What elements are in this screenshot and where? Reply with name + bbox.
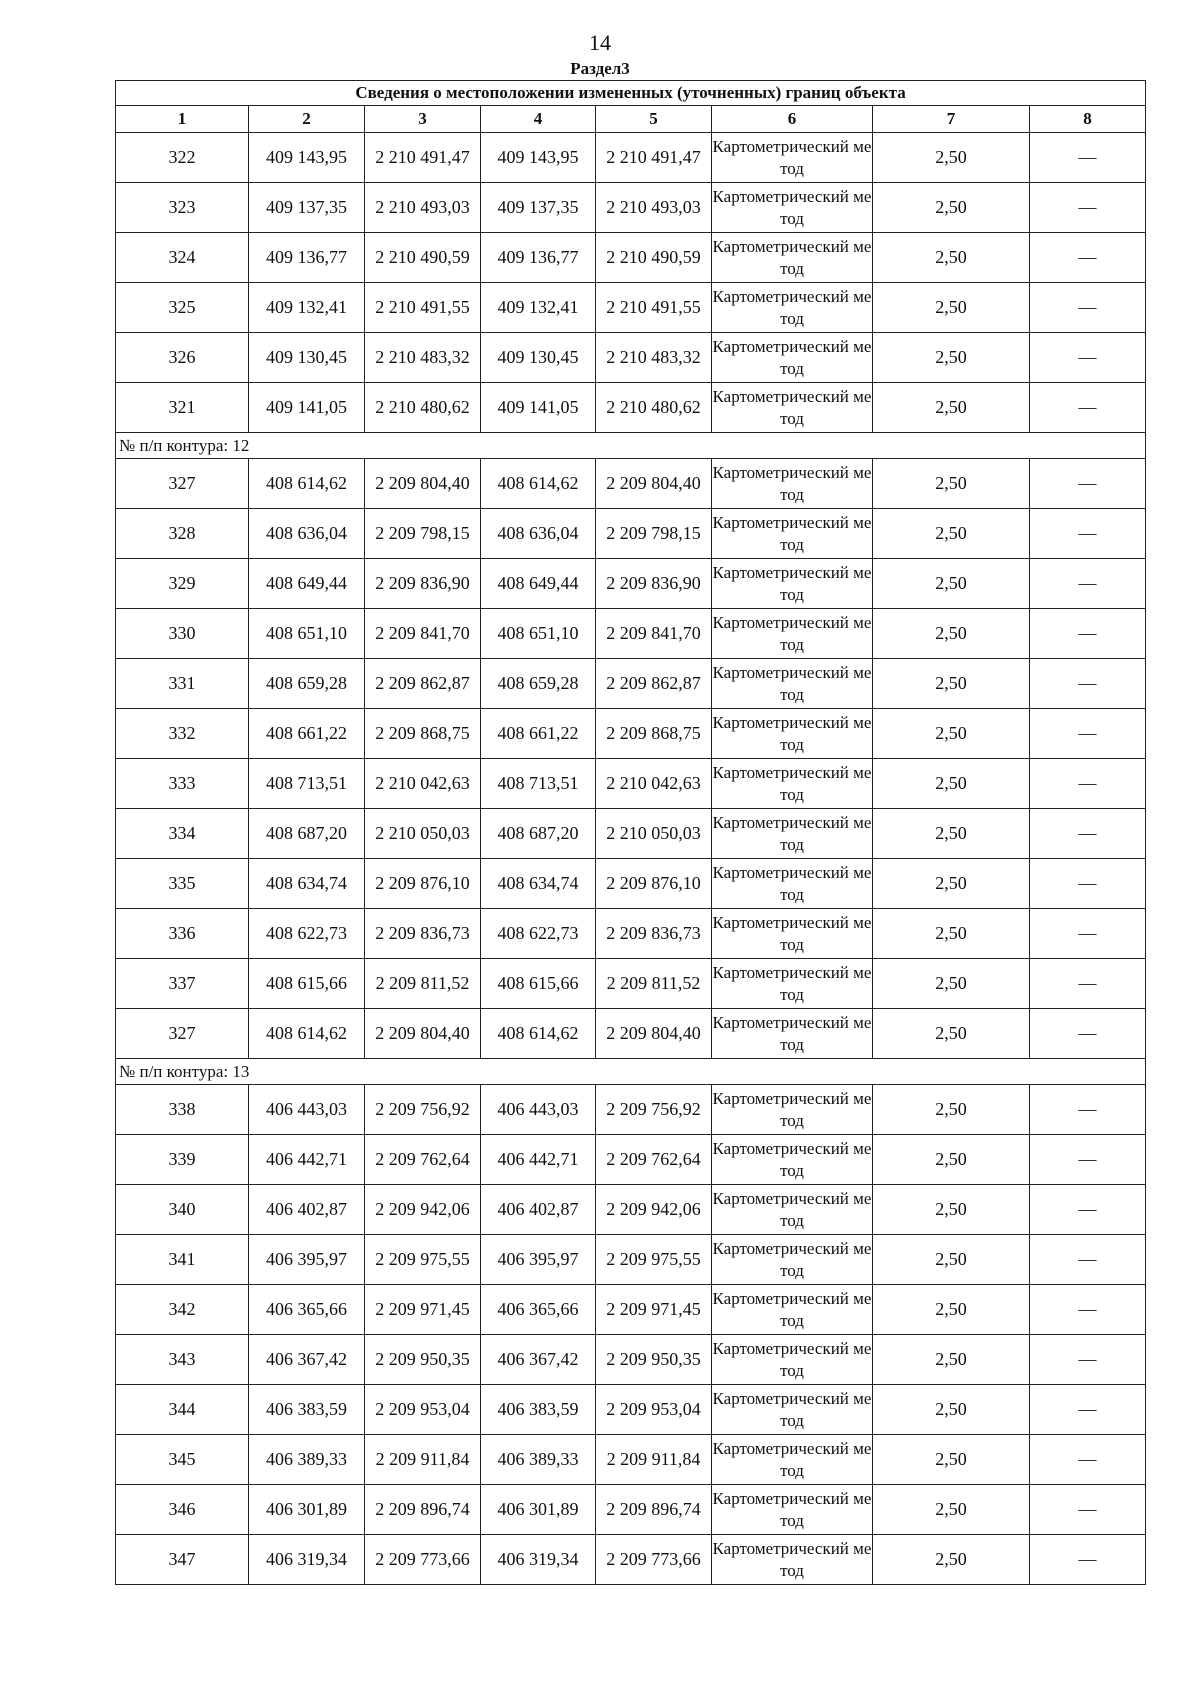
point-number-cell: 326 [116,333,249,383]
contour-row [116,1059,1146,1085]
description-cell: — [1030,1235,1146,1285]
existing-x-cell: 406 395,97 [249,1235,365,1285]
new-x-cell: 408 651,10 [481,609,596,659]
contour-row [116,433,1146,459]
existing-x-cell: 409 136,77 [249,233,365,283]
table-row [116,759,1146,809]
table-row [116,383,1146,433]
existing-y-cell: 2 209 836,73 [365,909,481,959]
new-y-cell: 2 209 868,75 [596,709,712,759]
method-cell: Картометрический метод [712,1335,873,1385]
description-cell: — [1030,233,1146,283]
description-cell: — [1030,809,1146,859]
table-caption: Сведения о местоположении измененных (уточненных) границ объекта [116,81,1146,106]
existing-x-cell: 406 319,34 [249,1535,365,1585]
new-x-cell: 408 661,22 [481,709,596,759]
precision-cell: 2,50 [873,709,1030,759]
new-y-cell: 2 209 836,73 [596,909,712,959]
new-x-cell: 406 365,66 [481,1285,596,1335]
new-y-cell: 2 210 491,47 [596,133,712,183]
new-x-cell: 406 395,97 [481,1235,596,1285]
new-y-cell: 2 209 756,92 [596,1085,712,1135]
precision-cell: 2,50 [873,559,1030,609]
new-x-cell: 409 136,77 [481,233,596,283]
method-cell: Картометрический метод [712,183,873,233]
description-cell: — [1030,609,1146,659]
description-cell: — [1030,659,1146,709]
new-y-cell: 2 209 953,04 [596,1385,712,1435]
new-x-cell: 406 367,42 [481,1335,596,1385]
precision-cell: 2,50 [873,1335,1030,1385]
method-cell: Картометрический метод [712,283,873,333]
point-number-cell: 329 [116,559,249,609]
method-cell: Картометрический метод [712,383,873,433]
existing-x-cell: 408 614,62 [249,459,365,509]
table-row [116,659,1146,709]
table-row [116,1535,1146,1585]
new-x-cell: 406 301,89 [481,1485,596,1535]
existing-x-cell: 406 383,59 [249,1385,365,1435]
description-cell: — [1030,1385,1146,1435]
point-number-cell: 347 [116,1535,249,1585]
point-number-cell: 344 [116,1385,249,1435]
new-y-cell: 2 210 490,59 [596,233,712,283]
new-y-cell: 2 209 773,66 [596,1535,712,1585]
existing-x-cell: 409 141,05 [249,383,365,433]
new-x-cell: 408 636,04 [481,509,596,559]
point-number-cell: 341 [116,1235,249,1285]
description-cell: — [1030,959,1146,1009]
table-body [116,133,1146,1585]
new-y-cell: 2 209 876,10 [596,859,712,909]
new-y-cell: 2 209 911,84 [596,1435,712,1485]
description-cell: — [1030,1435,1146,1485]
precision-cell: 2,50 [873,809,1030,859]
table-row [116,709,1146,759]
point-number-cell: 327 [116,1009,249,1059]
column-header: 4 [481,106,596,133]
description-cell: — [1030,283,1146,333]
point-number-cell: 343 [116,1335,249,1385]
existing-y-cell: 2 209 804,40 [365,1009,481,1059]
existing-x-cell: 406 367,42 [249,1335,365,1385]
method-cell: Картометрический метод [712,459,873,509]
new-x-cell: 408 614,62 [481,1009,596,1059]
precision-cell: 2,50 [873,1385,1030,1435]
new-x-cell: 406 319,34 [481,1535,596,1585]
new-x-cell: 408 634,74 [481,859,596,909]
existing-y-cell: 2 209 862,87 [365,659,481,709]
new-x-cell: 408 659,28 [481,659,596,709]
existing-y-cell: 2 209 975,55 [365,1235,481,1285]
description-cell: — [1030,559,1146,609]
new-y-cell: 2 210 493,03 [596,183,712,233]
precision-cell: 2,50 [873,233,1030,283]
table-row [116,909,1146,959]
method-cell: Картометрический метод [712,759,873,809]
page-number: 14 [589,30,611,55]
table-row [116,859,1146,909]
method-cell: Картометрический метод [712,1485,873,1535]
table-row [116,809,1146,859]
method-cell: Картометрический метод [712,709,873,759]
point-number-cell: 324 [116,233,249,283]
table-row [116,609,1146,659]
precision-cell: 2,50 [873,859,1030,909]
precision-cell: 2,50 [873,283,1030,333]
existing-x-cell: 408 651,10 [249,609,365,659]
new-x-cell: 408 713,51 [481,759,596,809]
precision-cell: 2,50 [873,383,1030,433]
precision-cell: 2,50 [873,509,1030,559]
new-x-cell: 409 143,95 [481,133,596,183]
description-cell: — [1030,333,1146,383]
precision-cell: 2,50 [873,1285,1030,1335]
table-row [116,1135,1146,1185]
existing-x-cell: 406 402,87 [249,1185,365,1235]
existing-x-cell: 409 132,41 [249,283,365,333]
new-y-cell: 2 210 042,63 [596,759,712,809]
method-cell: Картометрический метод [712,809,873,859]
existing-x-cell: 408 687,20 [249,809,365,859]
new-x-cell: 409 132,41 [481,283,596,333]
description-cell: — [1030,1135,1146,1185]
table-row [116,1235,1146,1285]
point-number-cell: 328 [116,509,249,559]
column-header: 3 [365,106,481,133]
point-number-cell: 342 [116,1285,249,1335]
table-row [116,509,1146,559]
existing-x-cell: 409 130,45 [249,333,365,383]
new-y-cell: 2 209 942,06 [596,1185,712,1235]
description-cell: — [1030,709,1146,759]
existing-y-cell: 2 209 756,92 [365,1085,481,1135]
method-cell: Картометрический метод [712,959,873,1009]
new-y-cell: 2 209 896,74 [596,1485,712,1535]
existing-y-cell: 2 209 868,75 [365,709,481,759]
method-cell: Картометрический метод [712,559,873,609]
precision-cell: 2,50 [873,659,1030,709]
point-number-cell: 335 [116,859,249,909]
method-cell: Картометрический метод [712,509,873,559]
point-number-cell: 325 [116,283,249,333]
existing-y-cell: 2 209 953,04 [365,1385,481,1435]
point-number-cell: 330 [116,609,249,659]
column-header: 1 [116,106,249,133]
existing-x-cell: 408 622,73 [249,909,365,959]
precision-cell: 2,50 [873,133,1030,183]
description-cell: — [1030,1085,1146,1135]
existing-y-cell: 2 210 490,59 [365,233,481,283]
point-number-cell: 323 [116,183,249,233]
contour-label: № п/п контура: 12 [116,433,1146,459]
precision-cell: 2,50 [873,1235,1030,1285]
new-x-cell: 408 622,73 [481,909,596,959]
new-y-cell: 2 209 975,55 [596,1235,712,1285]
description-cell: — [1030,1335,1146,1385]
new-y-cell: 2 209 971,45 [596,1285,712,1335]
precision-cell: 2,50 [873,1085,1030,1135]
method-cell: Картометрический метод [712,1235,873,1285]
existing-x-cell: 406 389,33 [249,1435,365,1485]
existing-y-cell: 2 209 798,15 [365,509,481,559]
precision-cell: 2,50 [873,459,1030,509]
new-y-cell: 2 209 762,64 [596,1135,712,1185]
point-number-cell: 333 [116,759,249,809]
table-row [116,1285,1146,1335]
new-y-cell: 2 210 480,62 [596,383,712,433]
existing-x-cell: 406 365,66 [249,1285,365,1335]
existing-y-cell: 2 209 811,52 [365,959,481,1009]
new-y-cell: 2 209 798,15 [596,509,712,559]
method-cell: Картометрический метод [712,1135,873,1185]
precision-cell: 2,50 [873,1009,1030,1059]
new-x-cell: 406 442,71 [481,1135,596,1185]
table-row [116,1485,1146,1535]
precision-cell: 2,50 [873,1185,1030,1235]
point-number-cell: 334 [116,809,249,859]
column-header: 8 [1030,106,1146,133]
new-y-cell: 2 209 804,40 [596,459,712,509]
existing-y-cell: 2 209 836,90 [365,559,481,609]
precision-cell: 2,50 [873,1535,1030,1585]
existing-x-cell: 408 661,22 [249,709,365,759]
new-y-cell: 2 209 862,87 [596,659,712,709]
column-header: 6 [712,106,873,133]
method-cell: Картометрический метод [712,1435,873,1485]
new-x-cell: 408 649,44 [481,559,596,609]
precision-cell: 2,50 [873,609,1030,659]
existing-y-cell: 2 210 491,47 [365,133,481,183]
method-cell: Картометрический метод [712,859,873,909]
description-cell: — [1030,183,1146,233]
new-y-cell: 2 210 483,32 [596,333,712,383]
new-y-cell: 2 209 841,70 [596,609,712,659]
existing-x-cell: 408 659,28 [249,659,365,709]
precision-cell: 2,50 [873,1435,1030,1485]
precision-cell: 2,50 [873,909,1030,959]
new-y-cell: 2 210 491,55 [596,283,712,333]
existing-y-cell: 2 209 950,35 [365,1335,481,1385]
existing-y-cell: 2 210 050,03 [365,809,481,859]
table-row [116,1085,1146,1135]
new-x-cell: 406 443,03 [481,1085,596,1135]
method-cell: Картометрический метод [712,659,873,709]
method-cell: Картометрический метод [712,1535,873,1585]
point-number-cell: 345 [116,1435,249,1485]
existing-x-cell: 408 636,04 [249,509,365,559]
existing-y-cell: 2 210 493,03 [365,183,481,233]
column-header: 5 [596,106,712,133]
description-cell: — [1030,759,1146,809]
precision-cell: 2,50 [873,1485,1030,1535]
table-row [116,333,1146,383]
description-cell: — [1030,859,1146,909]
existing-y-cell: 2 209 971,45 [365,1285,481,1335]
existing-x-cell: 409 143,95 [249,133,365,183]
precision-cell: 2,50 [873,1135,1030,1185]
table-row [116,1385,1146,1435]
column-header: 2 [249,106,365,133]
existing-x-cell: 406 443,03 [249,1085,365,1135]
table-row [116,559,1146,609]
existing-x-cell: 409 137,35 [249,183,365,233]
existing-x-cell: 406 301,89 [249,1485,365,1535]
point-number-cell: 321 [116,383,249,433]
point-number-cell: 327 [116,459,249,509]
description-cell: — [1030,909,1146,959]
point-number-cell: 346 [116,1485,249,1535]
existing-x-cell: 406 442,71 [249,1135,365,1185]
point-number-cell: 339 [116,1135,249,1185]
description-cell: — [1030,1009,1146,1059]
method-cell: Картометрический метод [712,133,873,183]
method-cell: Картометрический метод [712,233,873,283]
description-cell: — [1030,459,1146,509]
table-row [116,283,1146,333]
existing-y-cell: 2 209 841,70 [365,609,481,659]
section-title: Раздел3 [570,59,630,78]
table-row [116,1009,1146,1059]
point-number-cell: 331 [116,659,249,709]
method-cell: Картометрический метод [712,1385,873,1435]
existing-y-cell: 2 209 896,74 [365,1485,481,1535]
description-cell: — [1030,383,1146,433]
table-row [116,133,1146,183]
existing-y-cell: 2 210 483,32 [365,333,481,383]
new-x-cell: 409 141,05 [481,383,596,433]
new-x-cell: 408 614,62 [481,459,596,509]
point-number-cell: 337 [116,959,249,1009]
coordinates-table [115,80,1146,1585]
new-x-cell: 406 383,59 [481,1385,596,1435]
description-cell: — [1030,133,1146,183]
existing-x-cell: 408 614,62 [249,1009,365,1059]
existing-y-cell: 2 209 876,10 [365,859,481,909]
description-cell: — [1030,1285,1146,1335]
new-y-cell: 2 209 950,35 [596,1335,712,1385]
table-row [116,1185,1146,1235]
new-x-cell: 408 615,66 [481,959,596,1009]
existing-y-cell: 2 209 762,64 [365,1135,481,1185]
new-x-cell: 408 687,20 [481,809,596,859]
column-header: 7 [873,106,1030,133]
method-cell: Картометрический метод [712,333,873,383]
point-number-cell: 332 [116,709,249,759]
description-cell: — [1030,509,1146,559]
method-cell: Картометрический метод [712,1285,873,1335]
precision-cell: 2,50 [873,333,1030,383]
existing-y-cell: 2 210 480,62 [365,383,481,433]
precision-cell: 2,50 [873,183,1030,233]
new-y-cell: 2 210 050,03 [596,809,712,859]
contour-label: № п/п контура: 13 [116,1059,1146,1085]
existing-x-cell: 408 713,51 [249,759,365,809]
method-cell: Картометрический метод [712,609,873,659]
existing-x-cell: 408 649,44 [249,559,365,609]
new-y-cell: 2 209 836,90 [596,559,712,609]
table-row [116,1435,1146,1485]
table-row [116,1335,1146,1385]
existing-y-cell: 2 209 804,40 [365,459,481,509]
existing-y-cell: 2 209 942,06 [365,1185,481,1235]
method-cell: Картометрический метод [712,909,873,959]
point-number-cell: 322 [116,133,249,183]
precision-cell: 2,50 [873,759,1030,809]
new-x-cell: 409 137,35 [481,183,596,233]
existing-x-cell: 408 634,74 [249,859,365,909]
precision-cell: 2,50 [873,959,1030,1009]
method-cell: Картометрический метод [712,1085,873,1135]
table-row [116,959,1146,1009]
table-row [116,183,1146,233]
existing-y-cell: 2 210 491,55 [365,283,481,333]
table-row [116,233,1146,283]
description-cell: — [1030,1535,1146,1585]
method-cell: Картометрический метод [712,1009,873,1059]
method-cell: Картометрический метод [712,1185,873,1235]
new-y-cell: 2 209 804,40 [596,1009,712,1059]
description-cell: — [1030,1485,1146,1535]
point-number-cell: 336 [116,909,249,959]
existing-y-cell: 2 210 042,63 [365,759,481,809]
new-x-cell: 409 130,45 [481,333,596,383]
new-y-cell: 2 209 811,52 [596,959,712,1009]
existing-y-cell: 2 209 911,84 [365,1435,481,1485]
new-x-cell: 406 389,33 [481,1435,596,1485]
existing-y-cell: 2 209 773,66 [365,1535,481,1585]
existing-x-cell: 408 615,66 [249,959,365,1009]
new-x-cell: 406 402,87 [481,1185,596,1235]
description-cell: — [1030,1185,1146,1235]
table-row [116,459,1146,509]
point-number-cell: 340 [116,1185,249,1235]
point-number-cell: 338 [116,1085,249,1135]
